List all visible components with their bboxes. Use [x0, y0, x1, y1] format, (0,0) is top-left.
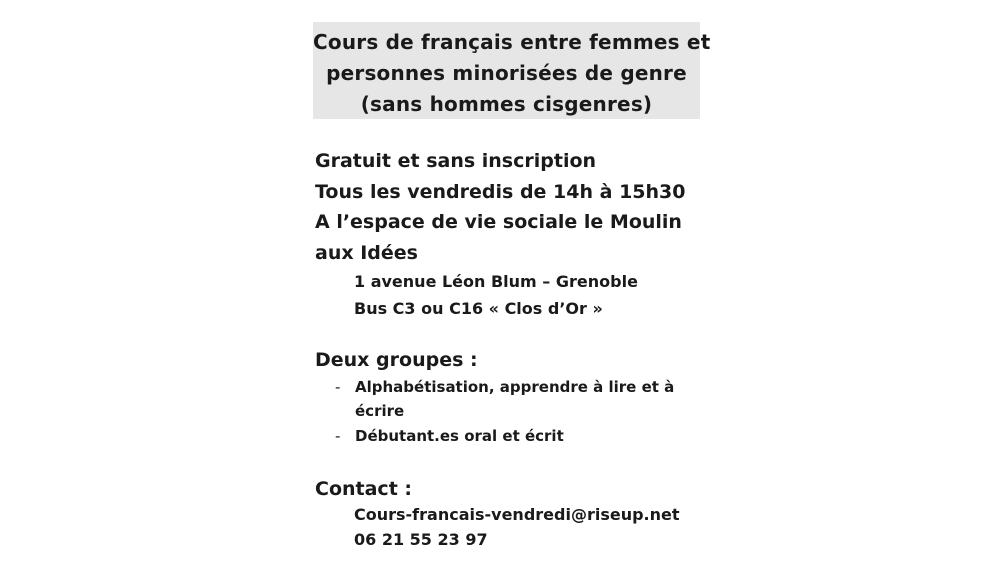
list-dash: -: [335, 427, 341, 445]
groups-heading: Deux groupes :: [315, 349, 478, 371]
contact-phone: 06 21 55 23 97: [354, 530, 488, 549]
group-item-text-continued: écrire: [355, 402, 405, 420]
title-line: (sans hommes cisgenres): [360, 92, 653, 116]
group-item-text: Débutant.es oral et écrit: [355, 427, 564, 445]
contact-email: Cours-francais-vendredi@riseup.net: [354, 505, 680, 524]
title-line: personnes minorisées de genre: [326, 61, 687, 85]
title-box: [313, 22, 711, 119]
street-address: 1 avenue Léon Blum – Grenoble: [354, 272, 638, 291]
contact-block: [354, 502, 754, 552]
venue-info: A l’espace de vie sociale le Moulin: [315, 211, 682, 233]
group-item-text: Alphabétisation, apprendre à lire et à: [355, 378, 675, 396]
contact-heading: Contact :: [315, 478, 412, 500]
bus-info: Bus C3 ou C16 « Clos d’Or »: [354, 299, 603, 318]
list-dash: -: [335, 378, 341, 396]
list-item: [315, 424, 695, 448]
title-line: Cours de français entre femmes et: [313, 30, 711, 54]
price-info: Gratuit et sans inscription: [315, 150, 597, 172]
groups-list: [315, 375, 695, 449]
venue-info-continued: aux Idées: [315, 241, 418, 264]
address-block: [354, 268, 754, 322]
info-block: [315, 146, 715, 268]
list-item: [315, 375, 695, 423]
schedule-info: Tous les vendredis de 14h à 15h30: [315, 180, 686, 203]
